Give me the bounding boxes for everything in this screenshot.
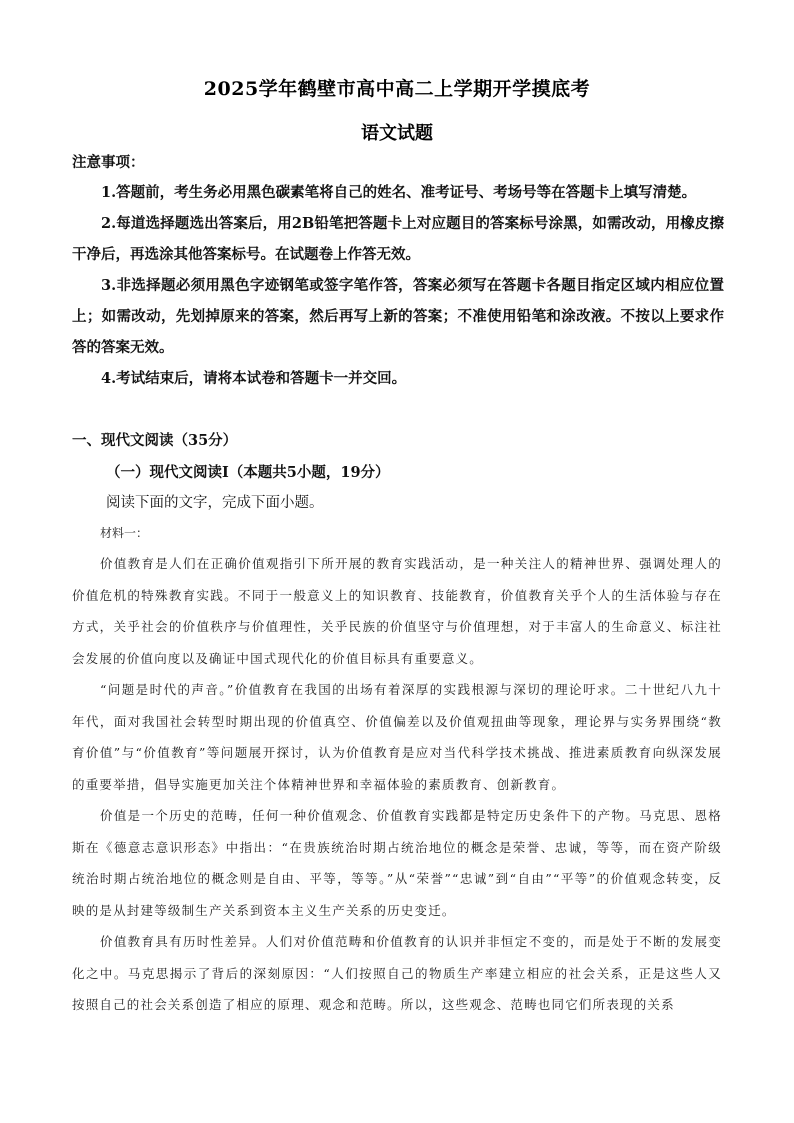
paragraph-2: “问题是时代的声音。”价值教育在我国的出场有着深厚的实践根源与深切的理论吁求。二十世纪八九十年代，面对我国社会转型时期出现的价值真空、价值偏差以及价值观扭曲等现象，理论界与实务界围绕“教育价值”与“价值教育”等问题展开探讨，认为价值教育是应对当代科学技术挑战、推进素质教育向纵深发展的重要举措，倡导实施更加关注个体精神世界和幸福体验的素质教育、创新教育。 [72,682,722,792]
section-heading: 一、现代文阅读（35分） [72,432,238,449]
paragraph-1: 价值教育是人们在正确价值观指引下所开展的教育实践活动，是一种关注人的精神世界、强调处理人的价值危机的特殊教育实践。不同于一般意义上的知识教育、技能教育，价值教育关乎个人的生活体验与存在方式，关乎社会的价值秩序与价值理性，关乎民族的价值坚守与价值理想，对于丰富人的生命意义、标注社会发展的价值向度以及确证中国式现代化的价值目标具有重要意义。 [72,556,722,666]
reading-instruction: 阅读下面的文字，完成下面小题。 [106,495,324,511]
note-item-2: 2.每道选择题选出答案后，用2B铅笔把答题卡上对应题目的答案标号涂黑，如需改动，用橡皮擦干净后，再选涂其他答案标号。在试题卷上作答无效。 [72,215,724,263]
paragraph-3: 价值是一个历史的范畴，任何一种价值观念、价值教育实践都是特定历史条件下的产物。马克思、恩格斯在《德意志意识形态》中指出：“在贵族统治时期占统治地位的概念是荣誉、忠诚，等等，而在资产阶级统治时期占统治地位的概念则是自由、平等，等等。”从“荣誉”“忠诚”到“自由”“平等”的价值观念转变，反映的是从封建等级制生产关系到资本主义生产关系的历史变迁。 [72,808,722,918]
exam-title: 2025学年鹤壁市高中高二上学期开学摸底考 [203,78,591,100]
note-item-1: 1.答题前，考生务必用黑色碳素笔将自己的姓名、准考证号、考场号等在答题卡上填写清楚。 [101,184,697,201]
exam-subtitle: 语文试题 [361,123,433,144]
material-body [72,548,722,1021]
note-item-3: 3.非选择题必须用黑色字迹钢笔或签字笔作答，答案必须写在答题卡各题目指定区域内相应位置上；如需改动，先划掉原来的答案，然后再写上新的答案；不准使用铅笔和涂改液。不按以上要求作答的答案无效。 [72,277,724,356]
note-item-4: 4.考试结束后，请将本试卷和答题卡一并交回。 [101,370,407,387]
material-label: 材料一： [100,526,149,540]
subsection-heading: （一）现代文阅读Ⅰ（本题共5小题，19分） [106,464,390,481]
notes-heading: 注意事项： [72,154,145,171]
notes-list [72,177,724,394]
paragraph-4: 价值教育具有历时性差异。人们对价值范畴和价值教育的认识并非恒定不变的，而是处于不断的发展变化之中。马克思揭示了背后的深刻原因：“人们按照自己的物质生产率建立相应的社会关系，正是这些人又按照自己的社会关系创造了相应的原理、观念和范畴。所以，这些观念、范畴也同它们所表现的关系 [72,934,722,1012]
